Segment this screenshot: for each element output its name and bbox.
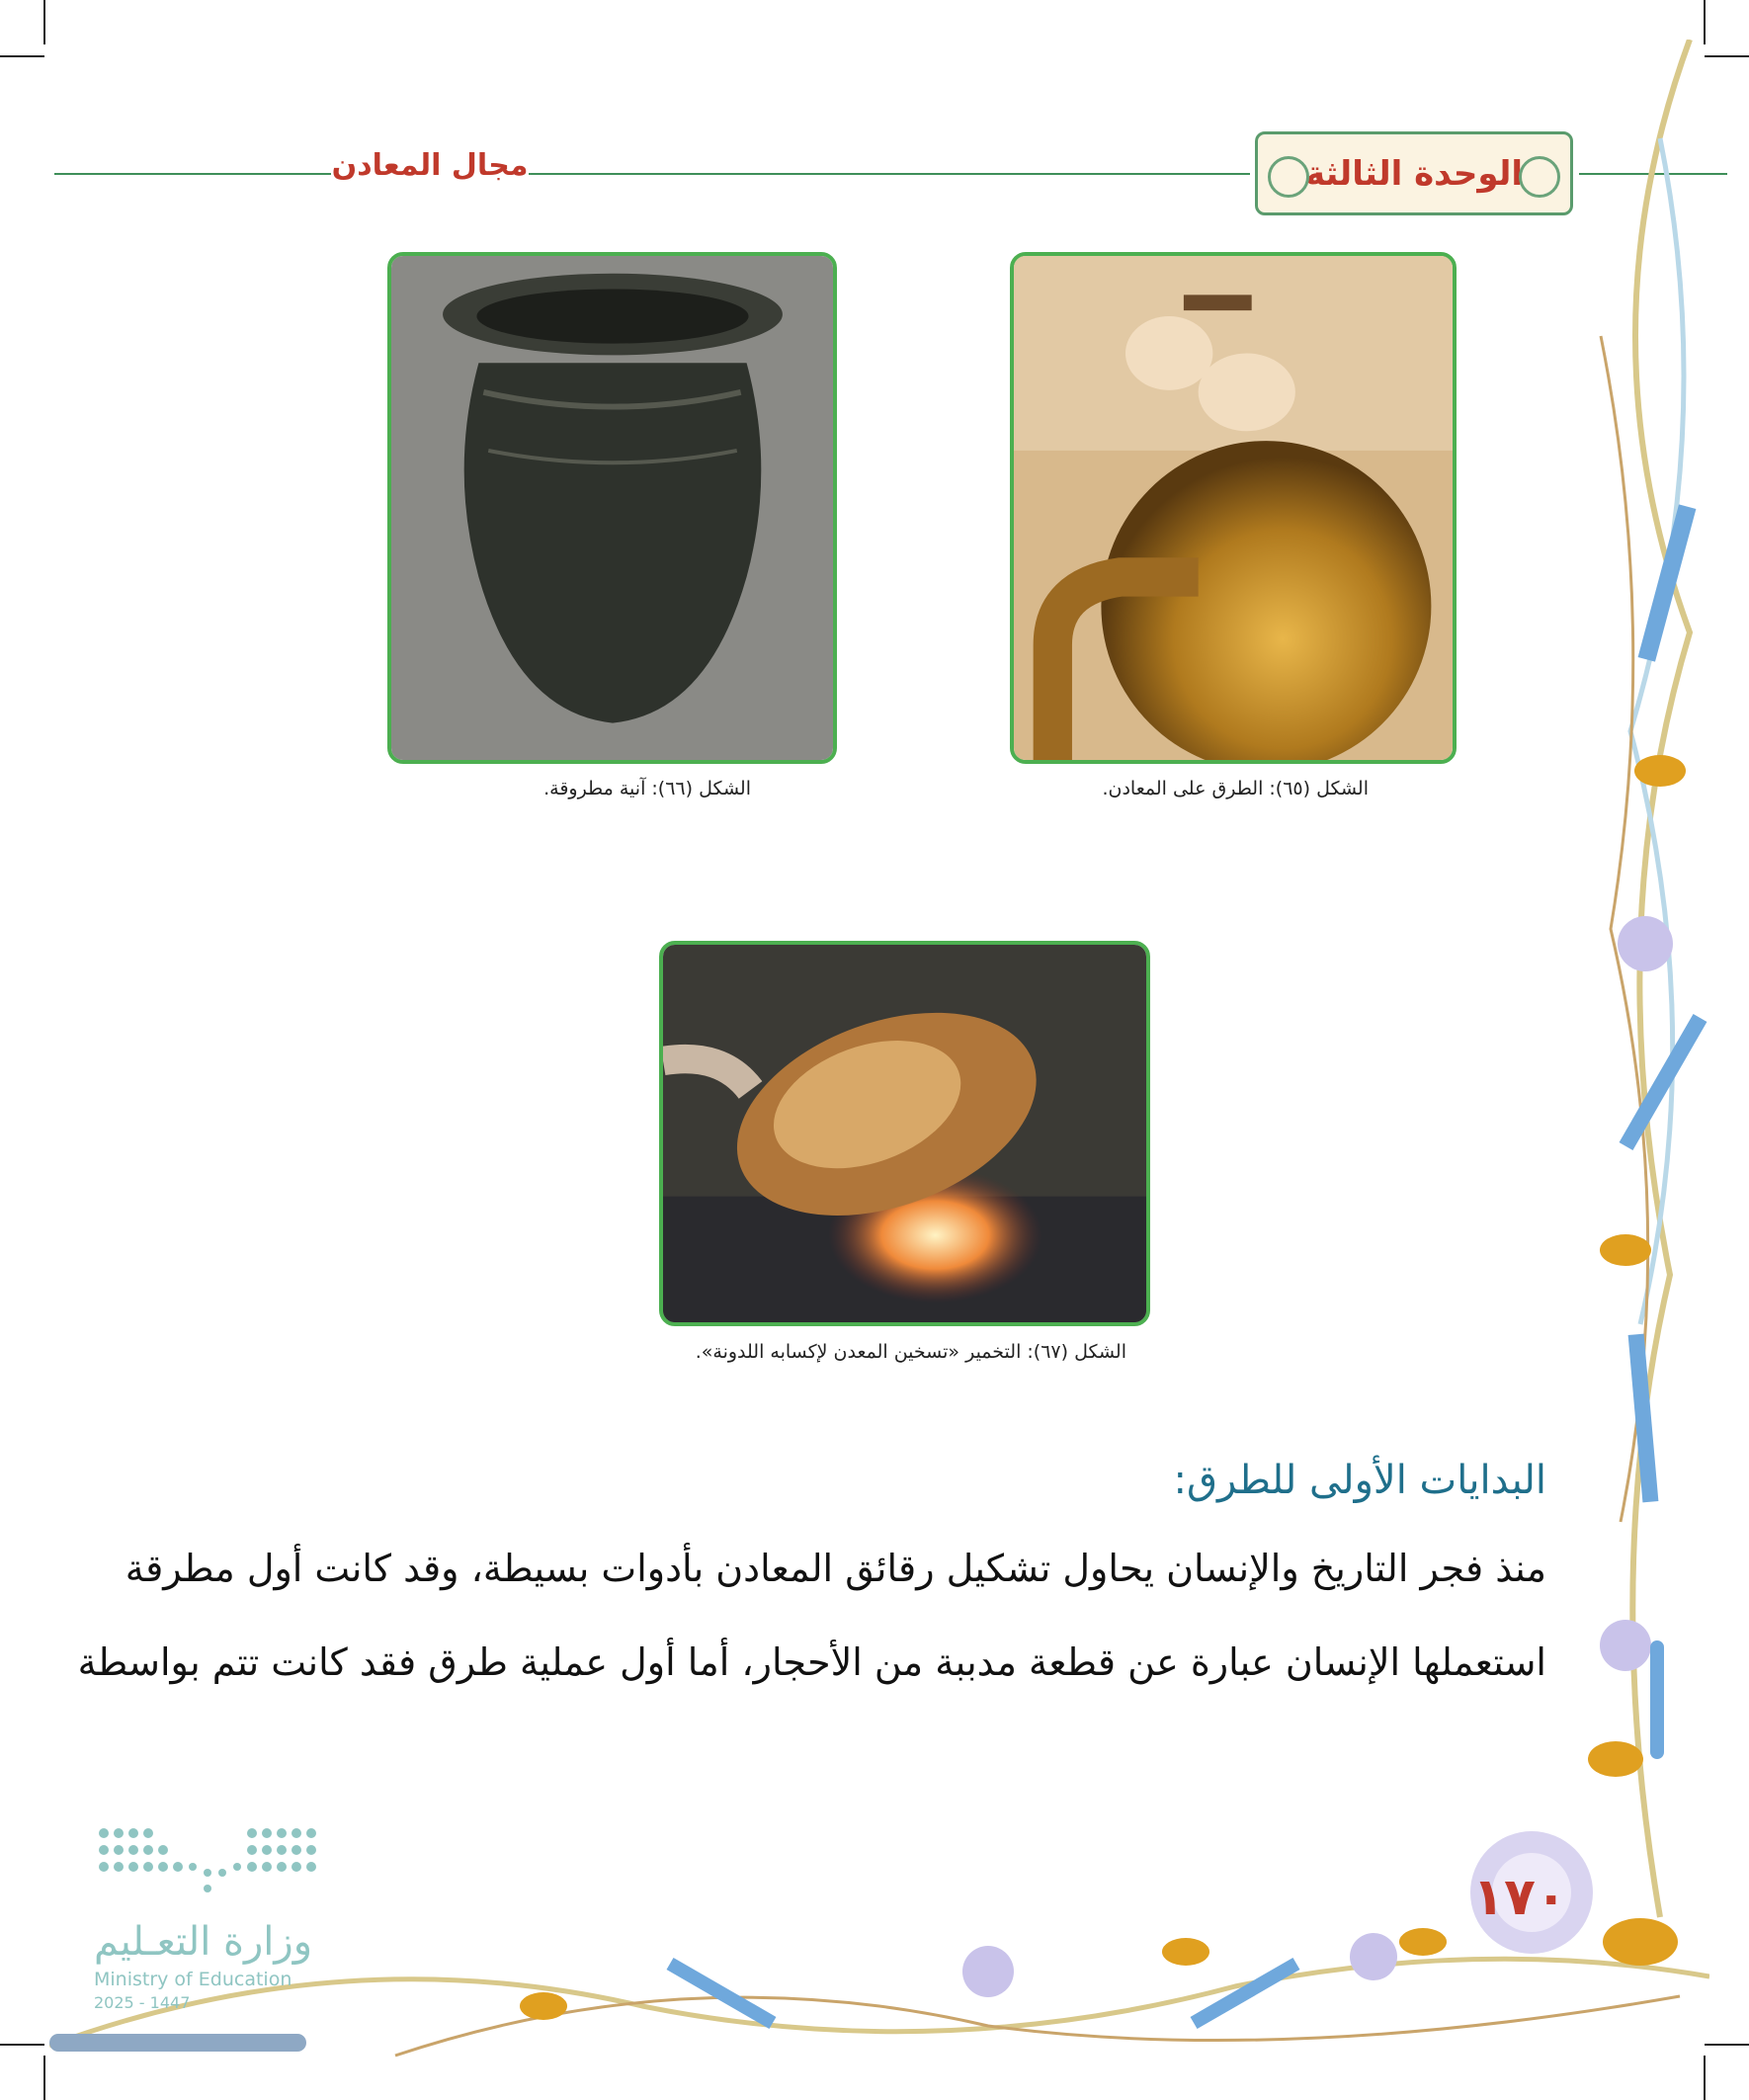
crop-mark	[1704, 0, 1706, 44]
crop-mark	[0, 2044, 44, 2046]
ministry-name-english: Ministry of Education	[94, 1969, 292, 1990]
crop-mark	[43, 0, 45, 44]
crop-mark	[1705, 2044, 1749, 2046]
unit-title: الوحدة الثالثة	[1304, 153, 1524, 194]
crop-mark	[0, 55, 44, 57]
figure-67-photo	[659, 941, 1150, 1326]
logo-dots-icon	[94, 1823, 321, 1902]
figure-67-caption: الشكل (٦٧): التخمير «تسخين المعدن لإكسابه اللدونة».	[695, 1341, 1126, 1363]
ministry-name-arabic: وزارة التعـليم	[94, 1919, 313, 1965]
paragraph-line: منذ فجر التاريخ والإنسان يحاول تشكيل رقائق المعادن بأدوات بسيطة، وقد كانت أول مطرقة	[125, 1547, 1546, 1590]
page-number: ١٧٠	[1472, 1868, 1567, 1927]
paragraph-line: استعملها الإنسان عبارة عن قطعة مدببة من الأحجار، أما أول عملية طرق فقد كانت تتم بواسطة	[77, 1640, 1546, 1684]
edition-year: 2025 - 1447	[94, 1993, 191, 2012]
section-title: مجال المعادن	[331, 148, 529, 183]
figure-66-caption: الشكل (٦٦): آنية مطروقة.	[543, 778, 751, 799]
ornament-icon	[1268, 156, 1309, 198]
header-rule	[529, 173, 1250, 175]
unit-badge	[1255, 131, 1573, 215]
header-rule	[54, 173, 331, 175]
section-heading: البدايات الأولى للطرق:	[1173, 1458, 1546, 1503]
figure-65-caption: الشكل (٦٥): الطرق على المعادن.	[1102, 778, 1369, 799]
crop-mark	[43, 2056, 45, 2100]
decorative-border	[1541, 40, 1729, 2006]
figure-65-photo	[1010, 252, 1457, 764]
figure-66-photo	[387, 252, 837, 764]
